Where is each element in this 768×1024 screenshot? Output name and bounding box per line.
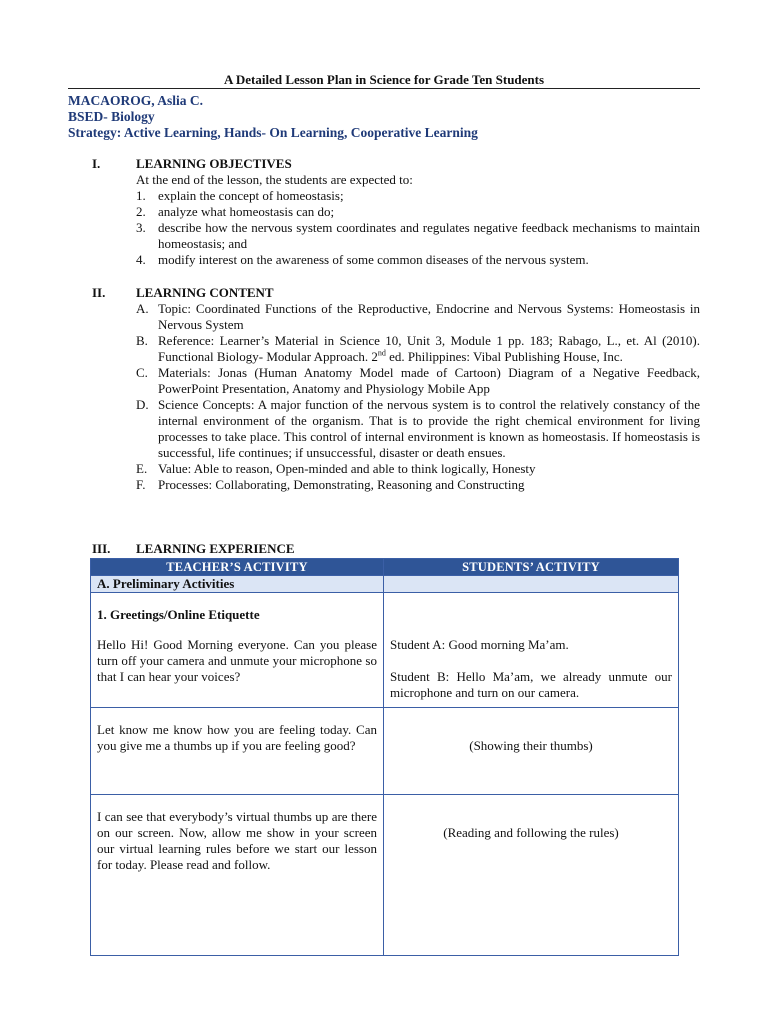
section-title-objectives: LEARNING OBJECTIVES xyxy=(136,156,292,171)
list-marker: 1. xyxy=(136,188,146,203)
superscript-nd: nd xyxy=(377,348,386,358)
list-marker: A. xyxy=(136,301,149,316)
list-item xyxy=(136,365,700,397)
list-marker: 3. xyxy=(136,220,146,235)
list-item xyxy=(136,204,700,220)
table-row xyxy=(91,708,679,795)
list-marker: F. xyxy=(136,477,146,492)
list-text: Topic: Coordinated Functions of the Reproductive, Endocrine and Nervous Systems: Homeostasis in Nervous System xyxy=(158,301,700,332)
list-item xyxy=(136,301,700,333)
list-text: Processes: Collaborating, Demonstrating, Reasoning and Constructing xyxy=(158,477,525,492)
section-number-content: II. xyxy=(92,285,106,300)
list-text xyxy=(158,333,700,365)
teacher-cell xyxy=(91,593,384,708)
preliminary-activities-label: A. Preliminary Activities xyxy=(91,576,384,593)
program-name: BSED- Biology xyxy=(68,109,155,124)
list-text: Science Concepts: A major function of the nervous system is to control the relatively constancy of the internal environment of the organism. That is to provide the right chemical environment for living processes to take place. This control of internal environment is known as homeostasis. If homeostasis is successful, life continues; if unsuccessful, disaster or death ensues. xyxy=(158,397,700,460)
list-item xyxy=(136,461,700,477)
student-text: (Showing their thumbs) xyxy=(469,738,593,753)
objectives-list xyxy=(136,188,700,268)
list-marker: 4. xyxy=(136,252,146,267)
table-row xyxy=(91,576,679,593)
list-item xyxy=(136,397,700,461)
table-header-row xyxy=(91,559,679,576)
teacher-text: Hello Hi! Good Morning everyone. Can you please turn off your camera and unmute your microphone so that I can hear your voices? xyxy=(97,637,377,684)
section-number-objectives: I. xyxy=(92,156,101,171)
list-marker: B. xyxy=(136,333,148,348)
list-item xyxy=(136,188,700,204)
section-title-content: LEARNING CONTENT xyxy=(136,285,274,300)
objectives-intro: At the end of the lesson, the students are expected to: xyxy=(136,172,413,187)
reference-text-part-2: ed. Philippines: Vibal Publishing House, Inc. xyxy=(385,349,623,364)
teacher-text: Let know me know how you are feeling today. Can you give me a thumbs up if you are feeling good? xyxy=(97,722,377,753)
list-item xyxy=(136,333,700,365)
learning-experience-table xyxy=(90,558,679,956)
empty-cell xyxy=(384,576,679,593)
section-title-experience: LEARNING EXPERIENCE xyxy=(136,541,295,556)
strategy-line: Strategy: Active Learning, Hands- On Learning, Cooperative Learning xyxy=(68,125,478,140)
document-title: A Detailed Lesson Plan in Science for Grade Ten Students xyxy=(223,72,545,87)
list-text: describe how the nervous system coordinates and regulates negative feedback mechanisms to maintain homeostasis; and xyxy=(158,220,700,251)
teacher-cell xyxy=(91,708,384,795)
greetings-heading: 1. Greetings/Online Etiquette xyxy=(97,607,260,622)
list-text: analyze what homeostasis can do; xyxy=(158,204,335,219)
student-cell xyxy=(384,708,679,795)
student-cell xyxy=(384,795,679,956)
list-marker: C. xyxy=(136,365,148,380)
student-b-text: Student B: Hello Ma’am, we already unmute our microphone and turn on our camera. xyxy=(390,669,672,700)
list-text: Value: Able to reason, Open-minded and able to think logically, Honesty xyxy=(158,461,536,476)
list-text: modify interest on the awareness of some common diseases of the nervous system. xyxy=(158,252,589,267)
list-item xyxy=(136,220,700,252)
section-number-experience: III. xyxy=(92,541,111,556)
list-marker: 2. xyxy=(136,204,146,219)
column-header-teacher: TEACHER’S ACTIVITY xyxy=(91,559,384,576)
list-marker: D. xyxy=(136,397,149,412)
list-text: Materials: Jonas (Human Anatomy Model made of Cartoon) Diagram of a Negative Feedback, PowerPoint Presentation, Anatomy and Physiology Mobile App xyxy=(158,365,700,396)
title-divider xyxy=(68,88,700,89)
teacher-cell xyxy=(91,795,384,956)
list-item xyxy=(136,477,700,493)
list-text: explain the concept of homeostasis; xyxy=(158,188,344,203)
reference-text-part-1: Reference: Learner’s Material in Science 10, Unit 3, Module 1 pp. 183; Rabago, L., et. Al (2010). Functional Biology- Modular Approach. 2 xyxy=(158,333,700,364)
list-marker: E. xyxy=(136,461,148,476)
table-row xyxy=(91,593,679,708)
table-row xyxy=(91,795,679,956)
teacher-text: I can see that everybody’s virtual thumbs up are there on our screen. Now, allow me show in your screen our virtual learning rules before we start our lesson for today. Please read and follow. xyxy=(97,809,377,872)
column-header-students: STUDENTS’ ACTIVITY xyxy=(384,559,679,576)
author-name: MACAOROG, Aslia C. xyxy=(68,93,203,108)
list-item xyxy=(136,252,700,268)
student-text: (Reading and following the rules) xyxy=(443,825,619,840)
student-a-text: Student A: Good morning Ma’am. xyxy=(390,637,569,652)
content-list xyxy=(136,301,700,493)
student-cell xyxy=(384,593,679,708)
